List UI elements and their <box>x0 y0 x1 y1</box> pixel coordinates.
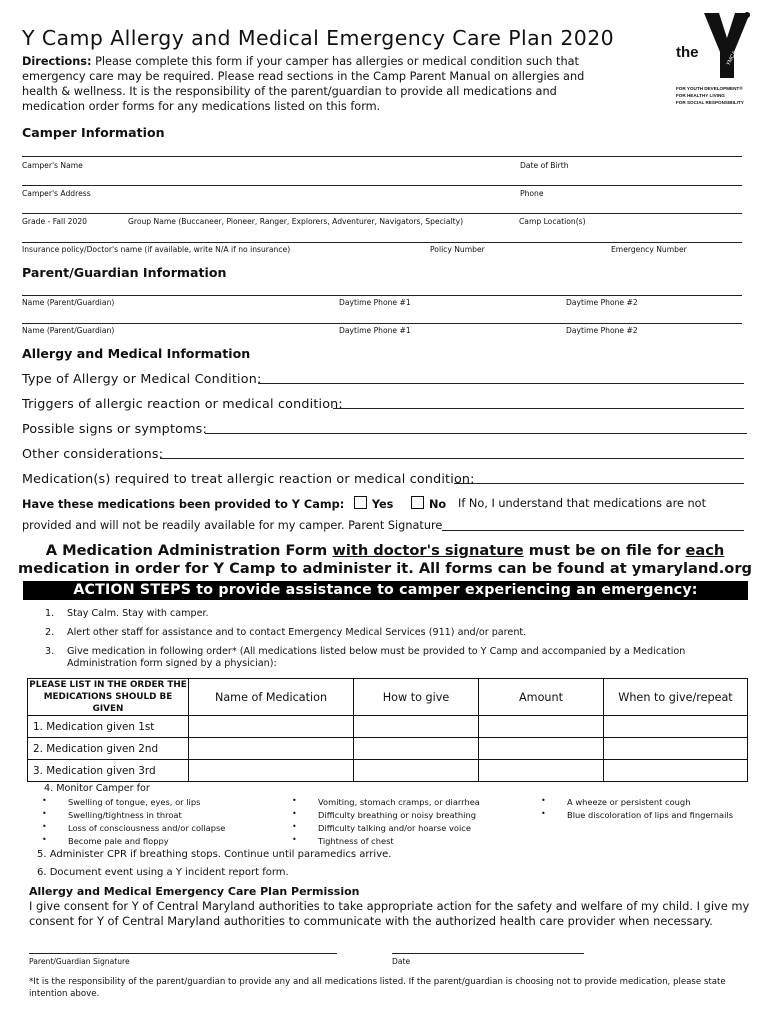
step-text: Administration form signed by a physician): <box>67 658 277 669</box>
triggers-label: Triggers of allergic reaction or medical condition: <box>22 396 343 411</box>
allergy-info-heading: Allergy and Medical Information <box>22 346 251 361</box>
medications-required-label: Medication(s) required to treat allergic reaction or medical condition: <box>22 471 475 486</box>
med-2-amount-cell[interactable] <box>479 738 604 760</box>
med-2-name-cell[interactable] <box>189 738 354 760</box>
camper-name-label: Camper's Name <box>22 161 83 170</box>
step-text: Alert other staff for assistance and to contact Emergency Medical Services (911) and/or parent. <box>67 627 527 638</box>
list-head-2: MEDICATIONS SHOULD BE GIVEN <box>43 692 173 714</box>
no-label: No <box>428 498 447 511</box>
guardian-1-phone1-label: Daytime Phone #1 <box>339 298 411 307</box>
allergy-type-field[interactable] <box>258 383 744 384</box>
row-label: 1. Medication given 1st <box>28 716 189 738</box>
table-row <box>28 716 748 738</box>
guardian-2-phone2-label: Daytime Phone #2 <box>566 326 638 335</box>
table-row <box>28 738 748 760</box>
emergency-number-label: Emergency Number <box>611 245 687 254</box>
if-no-text: If No, I understand that medications are not <box>458 497 707 510</box>
step-text: Give medication in following order* (All medications listed below must be provided to Y Camp and accompanied by a Medication <box>67 646 686 657</box>
group-label: Group Name (Buccaneer, Pioneer, Ranger, Explorers, Adventurer, Navigators, Specialty) <box>128 217 464 226</box>
permission-text: I give consent for Y of Central Maryland authorities to take appropriate action for the safety and welfare of my child. I give my consent for Y of Central Maryland authorities to communicate with the authorized health care provider when necessary. <box>29 899 750 928</box>
other-considerations-field[interactable] <box>160 458 744 459</box>
directions-text <box>22 54 622 114</box>
guardian-signature-field[interactable] <box>29 953 337 954</box>
other-considerations-label: Other considerations: <box>22 446 164 461</box>
notice-part1: A Medication Administration Form <box>45 542 333 559</box>
col-how-to-give: How to give <box>354 679 479 716</box>
med-3-name-cell[interactable] <box>189 760 354 782</box>
med-1-how-cell[interactable] <box>354 716 479 738</box>
provided-question-row <box>22 496 446 511</box>
footnote: *It is the responsibility of the parent/guardian to provide any and all medications listed. If the parent/guardian is choosing not to provide medication, please state intention above. <box>29 977 726 999</box>
step-num: 3. <box>45 646 55 657</box>
med-2-how-cell[interactable] <box>354 738 479 760</box>
list-head-1: PLEASE LIST IN THE ORDER THE <box>29 680 187 690</box>
col-medication-name: Name of Medication <box>189 679 354 716</box>
guardian-2-phone1-label: Daytime Phone #1 <box>339 326 411 335</box>
directions-label: Directions: <box>22 55 92 68</box>
guardian-1-phone2-label: Daytime Phone #2 <box>566 298 638 307</box>
date-label: Date <box>392 957 411 966</box>
med-3-amount-cell[interactable] <box>479 760 604 782</box>
step-5: 5. Administer CPR if breathing stops. Continue until paramedics arrive. <box>37 849 392 860</box>
col-when-to-give: When to give/repeat <box>604 679 748 716</box>
allergy-type-label: Type of Allergy or Medical Condition: <box>22 371 262 386</box>
date-field[interactable] <box>392 953 584 954</box>
guardian-1-line[interactable] <box>22 295 742 296</box>
med-1-when-cell[interactable] <box>604 716 748 738</box>
list-order-header <box>28 679 189 716</box>
provided-question: Have these medications been provided to Y Camp: <box>22 498 345 511</box>
med-3-when-cell[interactable] <box>604 760 748 782</box>
symptoms-label: Possible signs or symptoms: <box>22 421 207 436</box>
directions-body: Please complete this form if your camper has allergies or medical condition such that emergency care may be required. Please read sections in the Camp Parent Manual on allergies and health & wellness. It is the responsibility of the parent/guardian to provide all medications and medication order forms for any medications listed on this form. <box>22 55 585 113</box>
guardian-1-name-label: Name (Parent/Guardian) <box>22 298 115 307</box>
triggers-field[interactable] <box>333 408 744 409</box>
notice-doctor-signature: with doctor's signature <box>332 542 524 559</box>
guardian-signature-label: Parent/Guardian Signature <box>29 957 130 966</box>
no-checkbox[interactable] <box>411 496 424 509</box>
notice-part2: must be on file for <box>523 542 686 559</box>
med-2-when-cell[interactable] <box>604 738 748 760</box>
guardian-2-line[interactable] <box>22 323 742 324</box>
logo-word: the <box>676 44 699 61</box>
notice-line2: medication in order for Y Camp to administer it. All forms can be found at ymaryland.org <box>18 560 752 577</box>
symptoms-field[interactable] <box>205 433 747 434</box>
medication-form-notice <box>14 542 756 578</box>
insurance-label: Insurance policy/Doctor's name (if available, write N/A if no insurance) <box>22 245 291 254</box>
yes-checkbox[interactable] <box>354 496 367 509</box>
permission-heading: Allergy and Medical Emergency Care Plan Permission <box>29 885 360 898</box>
step-text: Stay Calm. Stay with camper. <box>67 608 209 619</box>
step-num: 2. <box>45 627 55 638</box>
medication-table <box>27 678 748 782</box>
guardian-info-heading: Parent/Guardian Information <box>22 265 227 280</box>
ymca-logo-icon <box>674 10 762 110</box>
monitor-label: 4. Monitor Camper for <box>44 783 150 794</box>
policy-number-label: Policy Number <box>430 245 485 254</box>
row-label: 2. Medication given 2nd <box>28 738 189 760</box>
dob-label: Date of Birth <box>520 161 569 170</box>
form-title: Y Camp Allergy and Medical Emergency Care Plan 2020 <box>22 26 615 50</box>
camper-info-heading: Camper Information <box>22 125 165 140</box>
camper-name-line[interactable] <box>22 156 742 157</box>
ymca-logo <box>674 10 762 110</box>
logo-tagline-3: FOR SOCIAL RESPONSIBILITY <box>676 100 744 105</box>
table-row <box>28 760 748 782</box>
logo-tagline-1: FOR YOUTH DEVELOPMENT® <box>676 86 743 91</box>
camper-address-label: Camper's Address <box>22 189 91 198</box>
parent-signature-field[interactable] <box>442 530 744 531</box>
yes-label: Yes <box>371 498 394 511</box>
guardian-2-name-label: Name (Parent/Guardian) <box>22 326 115 335</box>
action-steps-banner: ACTION STEPS to provide assistance to camper experiencing an emergency: <box>23 581 748 600</box>
step-num: 1. <box>45 608 55 619</box>
step-6: 6. Document event using a Y incident report form. <box>37 867 289 878</box>
phone-label: Phone <box>520 189 544 198</box>
medications-required-field[interactable] <box>454 483 744 484</box>
grade-line[interactable] <box>22 213 742 214</box>
logo-tagline-2: FOR HEALTHY LIVING <box>676 93 725 98</box>
camp-location-label: Camp Location(s) <box>519 217 586 226</box>
col-amount: Amount <box>479 679 604 716</box>
grade-label: Grade - Fall 2020 <box>22 217 88 226</box>
logo-mark: YMCA <box>725 50 739 67</box>
med-1-name-cell[interactable] <box>189 716 354 738</box>
provided-cont-text: provided and will not be readily available for my camper. Parent Signature <box>22 519 443 532</box>
row-label: 3. Medication given 3rd <box>28 760 189 782</box>
insurance-line[interactable] <box>22 242 742 243</box>
med-3-how-cell[interactable] <box>354 760 479 782</box>
notice-each: each <box>685 542 725 559</box>
camper-address-line[interactable] <box>22 185 742 186</box>
med-1-amount-cell[interactable] <box>479 716 604 738</box>
